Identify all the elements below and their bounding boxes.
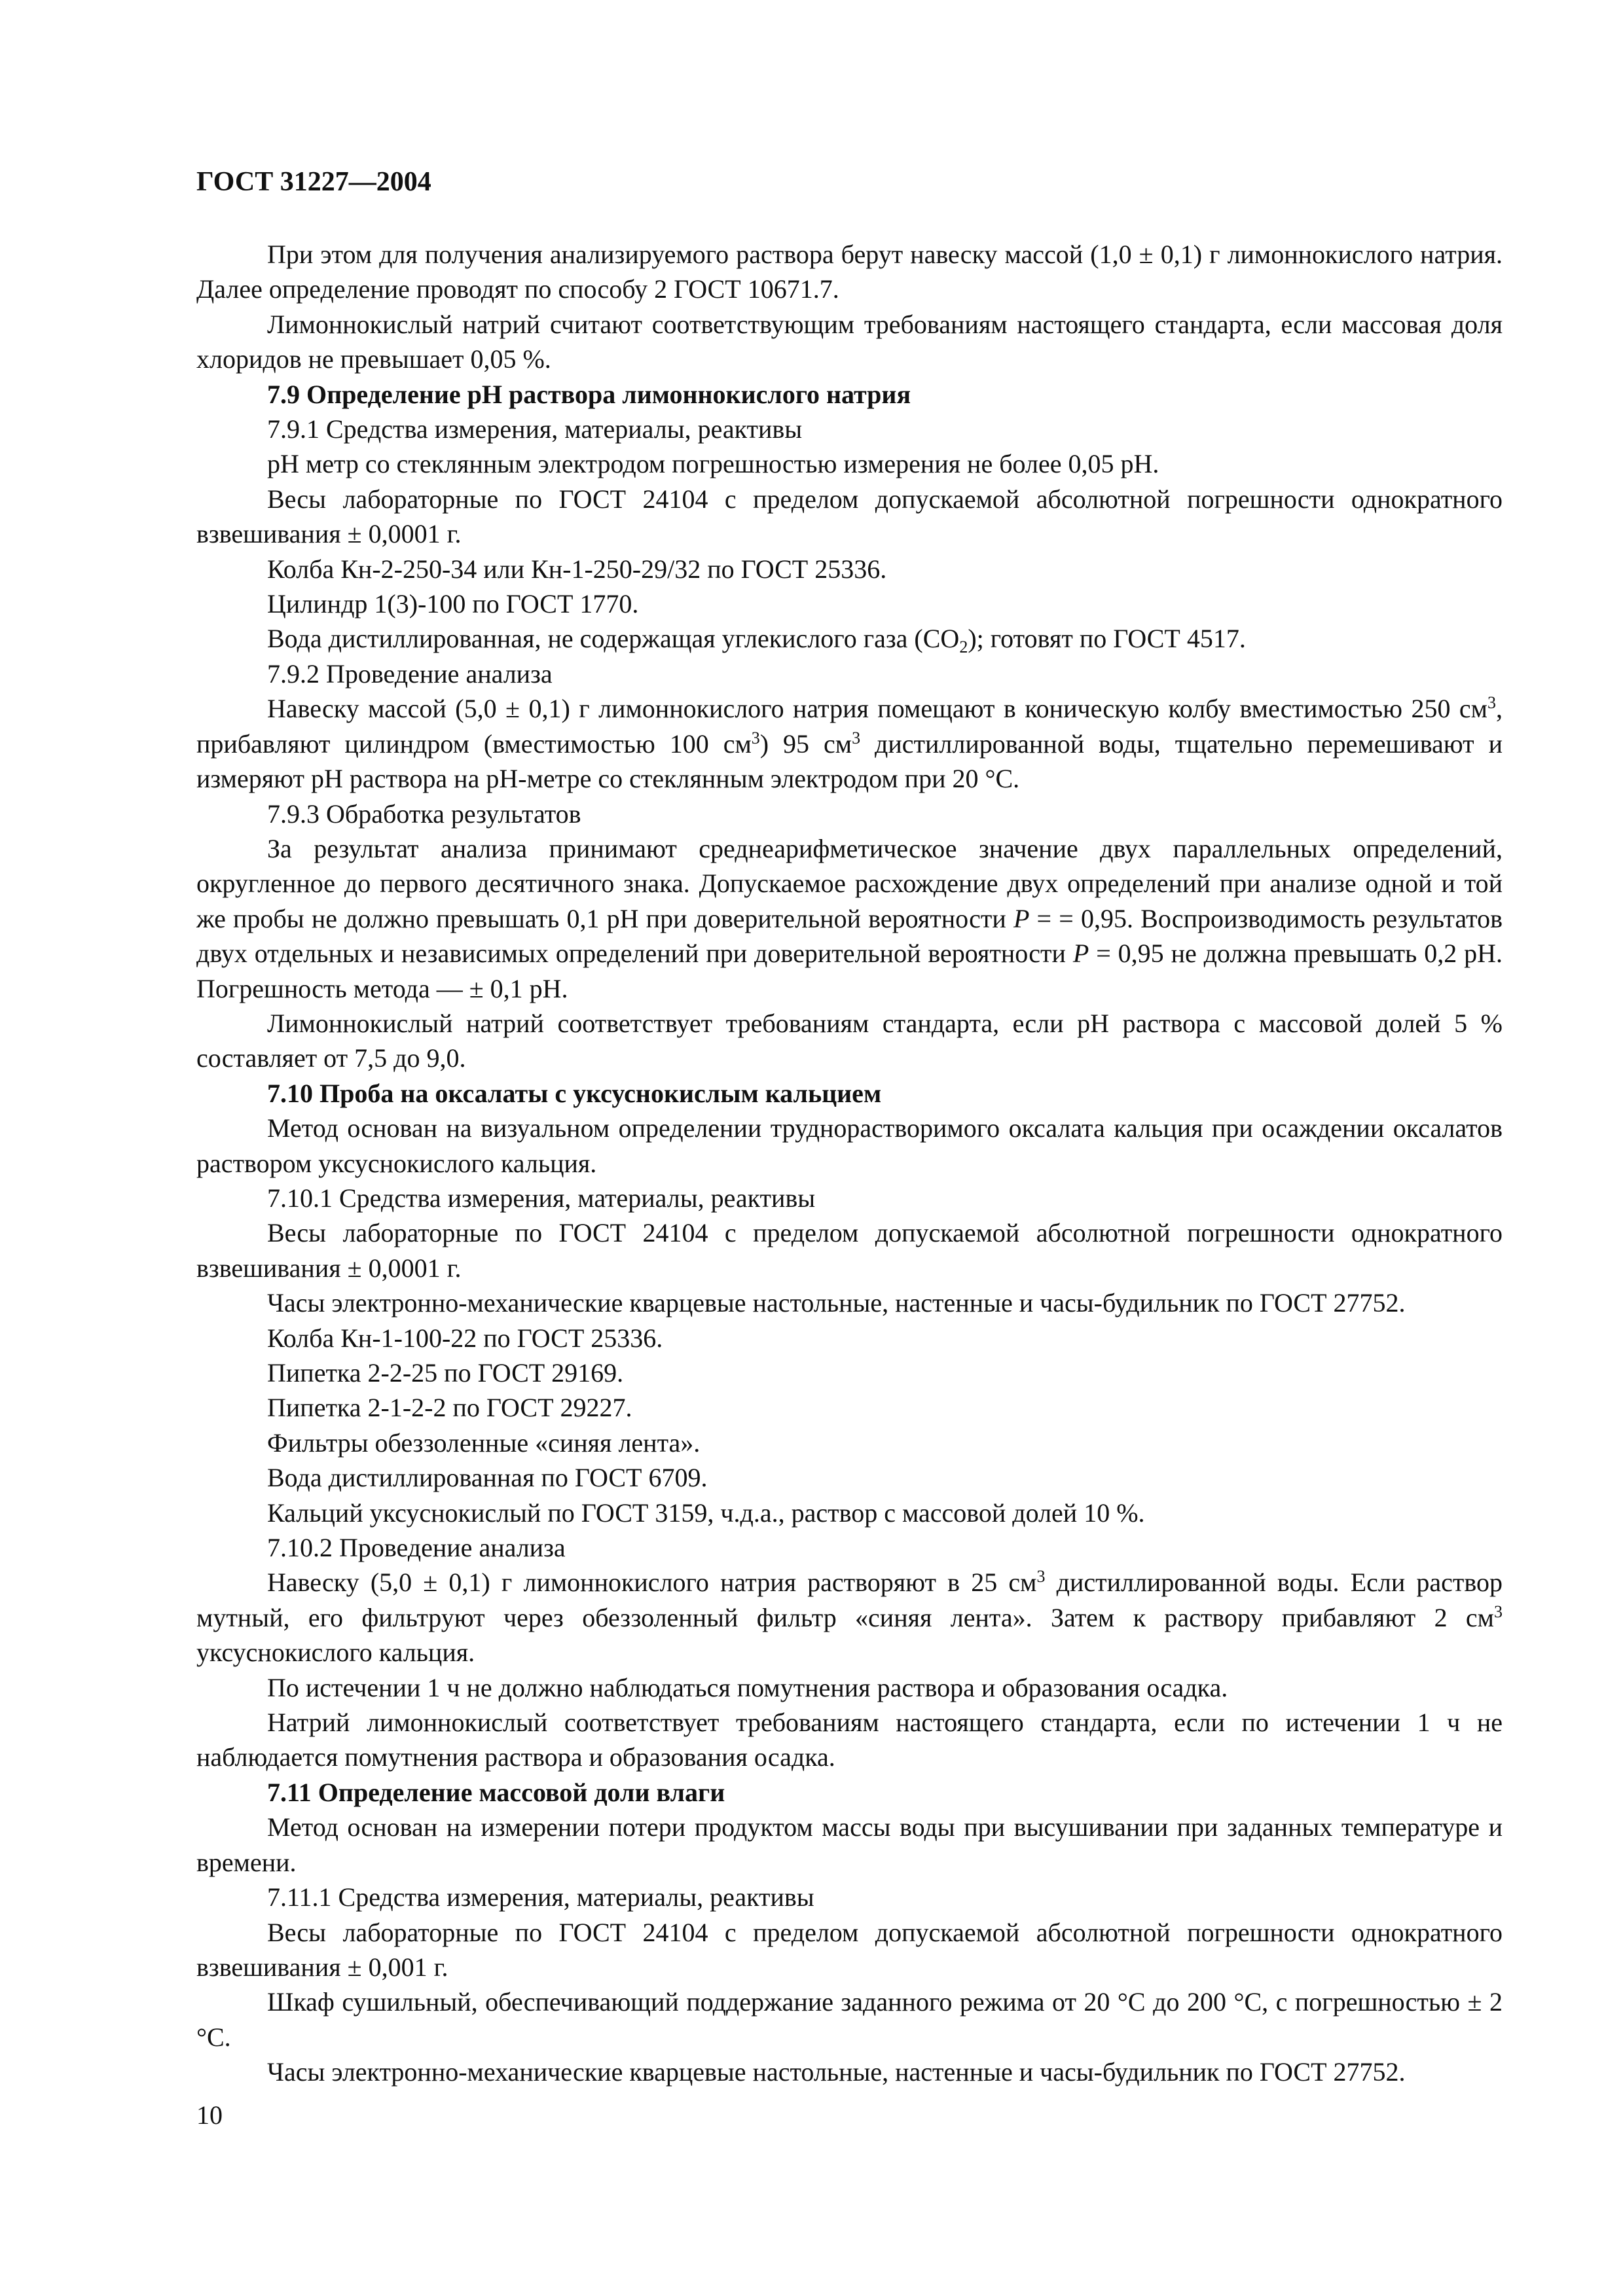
paragraph: Шкаф сушильный, обеспечивающий поддержание заданного режима от 20 °С до 200 °С, с погрешностью ± 2 °С. [196, 1987, 1503, 2052]
paragraph: Натрий лимоннокислый соответствует требованиям настоящего стандарта, если по истечении 1 ч не наблюдается помутнения раствора и образования осадка. [196, 1708, 1503, 1772]
section-heading-7-9: 7.9 Определение pH раствора лимоннокислого натрия [267, 379, 911, 409]
paragraph: Часы электронно-механические кварцевые настольные, настенные и часы-будильник по ГОСТ 27752. [267, 2057, 1406, 2087]
paragraph: Весы лабораторные по ГОСТ 24104 с пределом допускаемой абсолютной погрешности однократного взвешивания ± 0,0001 г. [196, 484, 1503, 549]
subsection-heading: 7.10.1 Средства измерения, материалы, реактивы [267, 1183, 816, 1213]
document-page [196, 164, 1503, 2090]
section-heading-7-11: 7.11 Определение массовой доли влаги [267, 1777, 725, 1807]
paragraph: Метод основан на визуальном определении труднорастворимого оксалата кальция при осаждении оксалатов раствором уксуснокислого кальция. [196, 1113, 1503, 1178]
paragraph: Часы электронно-механические кварцевые настольные, настенные и часы-будильник по ГОСТ 27752. [267, 1288, 1406, 1318]
paragraph: Лимоннокислый натрий считают соответствующим требованиям настоящего стандарта, если массовая доля хлоридов не превышает 0,05 %. [196, 309, 1503, 374]
paragraph: Цилиндр 1(3)-100 по ГОСТ 1770. [267, 589, 639, 619]
paragraph: Вода дистиллированная по ГОСТ 6709. [267, 1463, 708, 1493]
subsection-heading: 7.11.1 Средства измерения, материалы, реактивы [267, 1882, 814, 1912]
subsection-heading: 7.9.3 Обработка результатов [267, 798, 581, 829]
subsection-heading: 7.9.2 Проведение анализа [267, 658, 553, 689]
paragraph: Пипетка 2-1-2-2 по ГОСТ 29227. [267, 1393, 632, 1423]
subsection-heading: 7.9.1 Средства измерения, материалы, реактивы [267, 414, 803, 444]
page-number: 10 [196, 2100, 223, 2130]
document-body [196, 237, 1503, 2090]
paragraph: Кальций уксуснокислый по ГОСТ 3159, ч.д.а., раствор с массовой долей 10 %. [267, 1498, 1145, 1528]
section-heading-7-10: 7.10 Проба на оксалаты с уксуснокислым кальцием [267, 1078, 882, 1108]
paragraph: Навеску массой (5,0 ± 0,1) г лимоннокислого натрия помещают в коническую колбу вместимостью 250 $см^3$, прибавляют цилиндром (вместимостью 100 $см^3$) 95 $см^3$ дистиллированной воды, тщательно перемешивают и измеряют pH раствора на pH-метре со стеклянным электродом при 20 °С. [196, 693, 1503, 794]
paragraph: Фильтры обеззоленные «синяя лента». [267, 1427, 701, 1458]
subsection-heading: 7.10.2 Проведение анализа [267, 1533, 566, 1563]
paragraph: Лимоннокислый натрий соответствует требованиям стандарта, если pH раствора с массовой долей 5 % составляет от 7,5 до 9,0. [196, 1008, 1503, 1073]
paragraph: За результат анализа принимают среднеарифметическое значение двух параллельных определений, округленное до первого десятичного знака. Допускаемое расхождение двух определений при анализе одной и той же пробы не должно превышать 0,1 pH при доверительной вероятности P = = 0,95. Воспроизводимость результатов двух отдельных и независимых определений при доверительной вероятности P = 0,95 не должна превышать 0,2 pH. Погрешность метода — ± 0,1 pH. [196, 833, 1503, 1003]
paragraph: Метод основан на измерении потери продуктом массы воды при высушивании при заданных температуре и времени. [196, 1812, 1503, 1877]
paragraph: Колба Кн-1-100-22 по ГОСТ 25336. [267, 1323, 663, 1353]
paragraph: pH метр со стеклянным электродом погрешностью измерения не более 0,05 pH. [267, 449, 1159, 479]
paragraph: При этом для получения анализируемого раствора берут навеску массой (1,0 ± 0,1) г лимоннокислого натрия. Далее определение проводят по способу 2 ГОСТ 10671.7. [196, 240, 1503, 304]
paragraph: Пипетка 2-2-25 по ГОСТ 29169. [267, 1358, 624, 1388]
paragraph: Вода дистиллированная, не содержащая углекислого газа $(CO_2)$; готовят по ГОСТ 4517. [267, 624, 1246, 657]
paragraph: По истечении 1 ч не должно наблюдаться помутнения раствора и образования осадка. [267, 1672, 1228, 1702]
paragraph: Навеску (5,0 ± 0,1) г лимоннокислого натрия растворяют в 25 $см^3$ дистиллированной воды. Если раствор мутный, его фильтруют через обеззоленный фильтр «синяя лента». Затем к раствору прибавляют 2 $см^3$ уксуснокислого кальция. [196, 1567, 1503, 1668]
document-header: ГОСТ 31227—2004 [196, 167, 431, 197]
paragraph: Весы лабораторные по ГОСТ 24104 с пределом допускаемой абсолютной погрешности однократного взвешивания ± 0,0001 г. [196, 1218, 1503, 1283]
paragraph: Весы лабораторные по ГОСТ 24104 с пределом допускаемой абсолютной погрешности однократного взвешивания ± 0,001 г. [196, 1917, 1503, 1982]
paragraph: Колба Кн-2-250-34 или Кн-1-250-29/32 по ГОСТ 25336. [267, 554, 887, 584]
